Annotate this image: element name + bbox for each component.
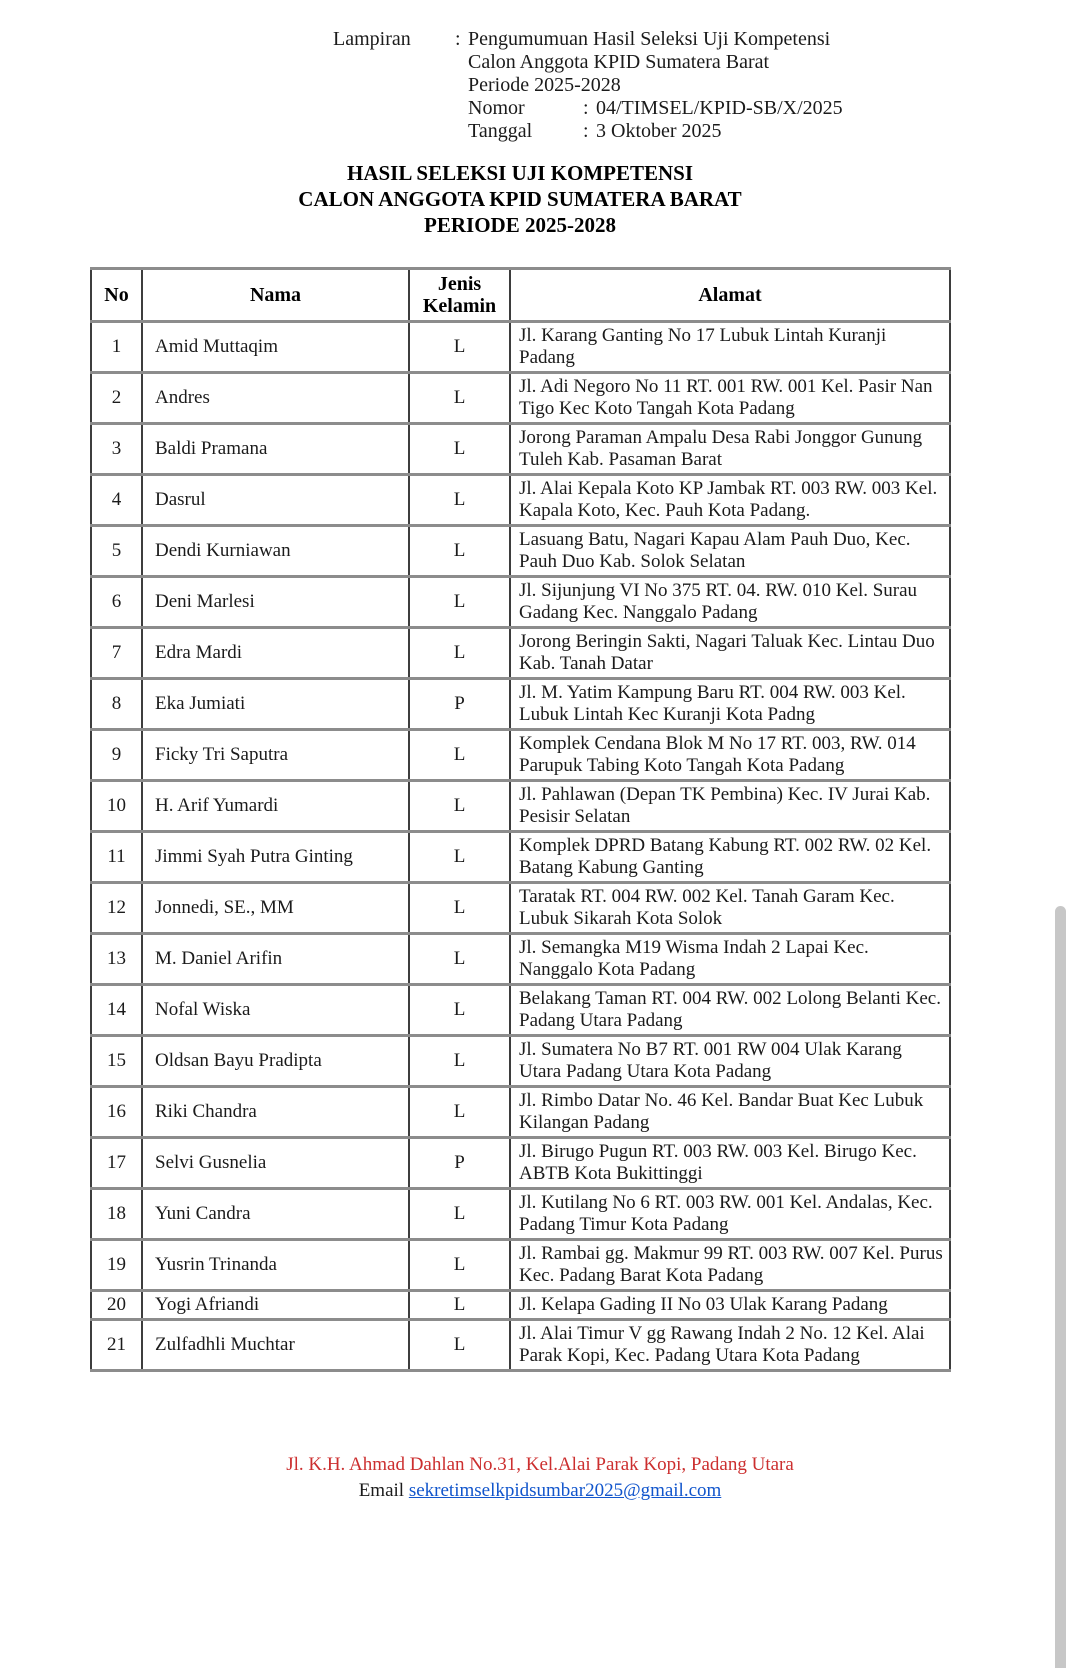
cell-alamat: Jorong Paraman Ampalu Desa Rabi Jonggor Gunung Tuleh Kab. Pasaman Barat (510, 424, 950, 475)
cell-nama: Dendi Kurniawan (142, 526, 409, 577)
table-row (91, 883, 950, 934)
cell-nama: Yuni Candra (142, 1189, 409, 1240)
cell-no: 8 (91, 679, 142, 730)
cell-no: 18 (91, 1189, 142, 1240)
cell-alamat: Jl. M. Yatim Kampung Baru RT. 004 RW. 003 Kel. Lubuk Lintah Kec Kuranji Kota Padng (510, 679, 950, 730)
colon: : (583, 97, 589, 119)
tanggal-label: Tanggal (468, 120, 533, 142)
email-label: Email (358, 1480, 405, 1501)
cell-alamat: Jl. Karang Ganting No 17 Lubuk Lintah Kuranji Padang (510, 322, 950, 373)
cell-nama: Zulfadhli Muchtar (142, 1320, 409, 1371)
cell-nama: Jonnedi, SE., MM (142, 883, 409, 934)
table-row (91, 475, 950, 526)
cell-no: 1 (91, 322, 142, 373)
cell-alamat: Jl. Alai Kepala Koto KP Jambak RT. 003 RW. 003 Kel. Kapala Koto, Kec. Pauh Kota Padang. (510, 475, 950, 526)
cell-alamat: Jl. Adi Negoro No 11 RT. 001 RW. 001 Kel. Pasir Nan Tigo Kec Koto Tangah Kota Padang (510, 373, 950, 424)
lampiran-label: Lampiran (333, 28, 411, 50)
table-row (91, 730, 950, 781)
cell-alamat: Komplek Cendana Blok M No 17 RT. 003, RW. 014 Parupuk Tabing Koto Tangah Kota Padang (510, 730, 950, 781)
cell-jk: L (409, 475, 510, 526)
table-row (91, 1320, 950, 1371)
table-row (91, 322, 950, 373)
cell-nama: Selvi Gusnelia (142, 1138, 409, 1189)
cell-jk: P (409, 1138, 510, 1189)
cell-no: 6 (91, 577, 142, 628)
colon: : (583, 120, 589, 142)
cell-nama: Eka Jumiati (142, 679, 409, 730)
table-row (91, 628, 950, 679)
cell-jk: L (409, 424, 510, 475)
page-title (80, 160, 960, 238)
cell-no: 2 (91, 373, 142, 424)
cell-no: 13 (91, 934, 142, 985)
cell-no: 19 (91, 1240, 142, 1291)
cell-nama: Deni Marlesi (142, 577, 409, 628)
results-table (90, 267, 951, 1372)
cell-no: 4 (91, 475, 142, 526)
cell-nama: Baldi Pramana (142, 424, 409, 475)
cell-no: 21 (91, 1320, 142, 1371)
cell-jk: L (409, 934, 510, 985)
table-row (91, 832, 950, 883)
cell-jk: L (409, 373, 510, 424)
tanggal-value: 3 Oktober 2025 (596, 120, 722, 142)
table-row (91, 985, 950, 1036)
nomor-label: Nomor (468, 97, 525, 119)
lampiran-line-3: Periode 2025-2028 (468, 74, 621, 96)
cell-jk: L (409, 985, 510, 1036)
cell-alamat: Jl. Kelapa Gading II No 03 Ulak Karang Padang (510, 1291, 950, 1320)
cell-alamat: Jl. Alai Timur V gg Rawang Indah 2 No. 12 Kel. Alai Parak Kopi, Kec. Padang Utara Kota Padang (510, 1320, 950, 1371)
title-line-1: HASIL SELEKSI UJI KOMPETENSI (346, 161, 694, 185)
cell-jk: L (409, 1291, 510, 1320)
cell-no: 20 (91, 1291, 142, 1320)
cell-no: 17 (91, 1138, 142, 1189)
cell-nama: M. Daniel Arifin (142, 934, 409, 985)
cell-alamat: Jl. Pahlawan (Depan TK Pembina) Kec. IV Jurai Kab. Pesisir Selatan (510, 781, 950, 832)
table-header-row (91, 269, 950, 322)
lampiran-row (333, 28, 1080, 143)
table-body (91, 322, 950, 1371)
cell-no: 9 (91, 730, 142, 781)
cell-jk: L (409, 1189, 510, 1240)
table-row (91, 577, 950, 628)
cell-jk: L (409, 628, 510, 679)
table-row (91, 526, 950, 577)
cell-jk: L (409, 526, 510, 577)
email-link[interactable]: sekretimselkpidsumbar2025@gmail.com (408, 1480, 722, 1501)
cell-no: 14 (91, 985, 142, 1036)
title-line-3: PERIODE 2025-2028 (424, 213, 616, 237)
cell-jk: L (409, 730, 510, 781)
cell-alamat: Jl. Rimbo Datar No. 46 Kel. Bandar Buat Kec Lubuk Kilangan Padang (510, 1087, 950, 1138)
cell-no: 10 (91, 781, 142, 832)
cell-alamat: Jl. Rambai gg. Makmur 99 RT. 003 RW. 007 Kel. Purus Kec. Padang Barat Kota Padang (510, 1240, 950, 1291)
cell-jk: L (409, 832, 510, 883)
cell-nama: Riki Chandra (142, 1087, 409, 1138)
cell-jk: L (409, 577, 510, 628)
table-row (91, 1138, 950, 1189)
table-row (91, 934, 950, 985)
cell-no: 11 (91, 832, 142, 883)
cell-nama: Yogi Afriandi (142, 1291, 409, 1320)
contact-footer (0, 1452, 1080, 1504)
column-header-no: No (91, 269, 142, 322)
cell-jk: L (409, 1036, 510, 1087)
cell-alamat: Jl. Sumatera No B7 RT. 001 RW 004 Ulak Karang Utara Padang Utara Kota Padang (510, 1036, 950, 1087)
cell-alamat: Jl. Birugo Pugun RT. 003 RW. 003 Kel. Birugo Kec. ABTB Kota Bukittinggi (510, 1138, 950, 1189)
cell-nama: Yusrin Trinanda (142, 1240, 409, 1291)
cell-nama: Jimmi Syah Putra Ginting (142, 832, 409, 883)
cell-nama: H. Arif Yumardi (142, 781, 409, 832)
footer-address: Jl. K.H. Ahmad Dahlan No.31, Kel.Alai Parak Kopi, Padang Utara (286, 1454, 794, 1475)
cell-no: 7 (91, 628, 142, 679)
column-header-alamat: Alamat (510, 269, 950, 322)
table-row (91, 781, 950, 832)
cell-nama: Amid Muttaqim (142, 322, 409, 373)
cell-alamat: Taratak RT. 004 RW. 002 Kel. Tanah Garam Kec. Lubuk Sikarah Kota Solok (510, 883, 950, 934)
vertical-scrollbar-thumb[interactable] (1055, 906, 1066, 1668)
cell-alamat: Jl. Semangka M19 Wisma Indah 2 Lapai Kec. Nanggalo Kota Padang (510, 934, 950, 985)
cell-no: 12 (91, 883, 142, 934)
cell-nama: Ficky Tri Saputra (142, 730, 409, 781)
cell-alamat: Jorong Beringin Sakti, Nagari Taluak Kec. Lintau Duo Kab. Tanah Datar (510, 628, 950, 679)
nomor-row (455, 97, 843, 120)
cell-alamat: Jl. Kutilang No 6 RT. 003 RW. 001 Kel. Andalas, Kec. Padang Timur Kota Padang (510, 1189, 950, 1240)
footer-email-line (0, 1478, 1080, 1504)
table-row (91, 1240, 950, 1291)
colon: : (455, 28, 461, 50)
cell-no: 3 (91, 424, 142, 475)
cell-alamat: Lasuang Batu, Nagari Kapau Alam Pauh Duo, Kec. Pauh Duo Kab. Solok Selatan (510, 526, 950, 577)
cell-alamat: Belakang Taman RT. 004 RW. 002 Lolong Belanti Kec. Padang Utara Padang (510, 985, 950, 1036)
cell-alamat: Komplek DPRD Batang Kabung RT. 002 RW. 02 Kel. Batang Kabung Ganting (510, 832, 950, 883)
cell-nama: Edra Mardi (142, 628, 409, 679)
cell-jk: L (409, 1240, 510, 1291)
cell-no: 16 (91, 1087, 142, 1138)
table-row (91, 679, 950, 730)
cell-alamat: Jl. Sijunjung VI No 375 RT. 04. RW. 010 Kel. Surau Gadang Kec. Nanggalo Padang (510, 577, 950, 628)
table-row (91, 1189, 950, 1240)
title-line-2: CALON ANGGOTA KPID SUMATERA BARAT (298, 187, 742, 211)
cell-jk: L (409, 322, 510, 373)
lampiran-line-1 (455, 28, 843, 51)
nomor-value: 04/TIMSEL/KPID-SB/X/2025 (596, 97, 843, 119)
cell-jk: L (409, 883, 510, 934)
cell-jk: P (409, 679, 510, 730)
cell-nama: Oldsan Bayu Pradipta (142, 1036, 409, 1087)
cell-no: 15 (91, 1036, 142, 1087)
lampiran-value (455, 28, 843, 143)
cell-nama: Nofal Wiska (142, 985, 409, 1036)
lampiran-text-1: Pengumumuan Hasil Seleksi Uji Kompetensi (468, 28, 831, 50)
letter-meta (333, 0, 1080, 143)
column-header-nama: Nama (142, 269, 409, 322)
table-row (91, 1291, 950, 1320)
table-row (91, 424, 950, 475)
cell-nama: Andres (142, 373, 409, 424)
cell-jk: L (409, 781, 510, 832)
table-row (91, 1036, 950, 1087)
cell-jk: L (409, 1087, 510, 1138)
tanggal-row (455, 120, 843, 143)
table-row (91, 373, 950, 424)
cell-jk: L (409, 1320, 510, 1371)
cell-nama: Dasrul (142, 475, 409, 526)
cell-no: 5 (91, 526, 142, 577)
lampiran-line-2: Calon Anggota KPID Sumatera Barat (468, 51, 770, 73)
column-header-jenis-kelamin: Jenis Kelamin (409, 269, 510, 322)
table-row (91, 1087, 950, 1138)
